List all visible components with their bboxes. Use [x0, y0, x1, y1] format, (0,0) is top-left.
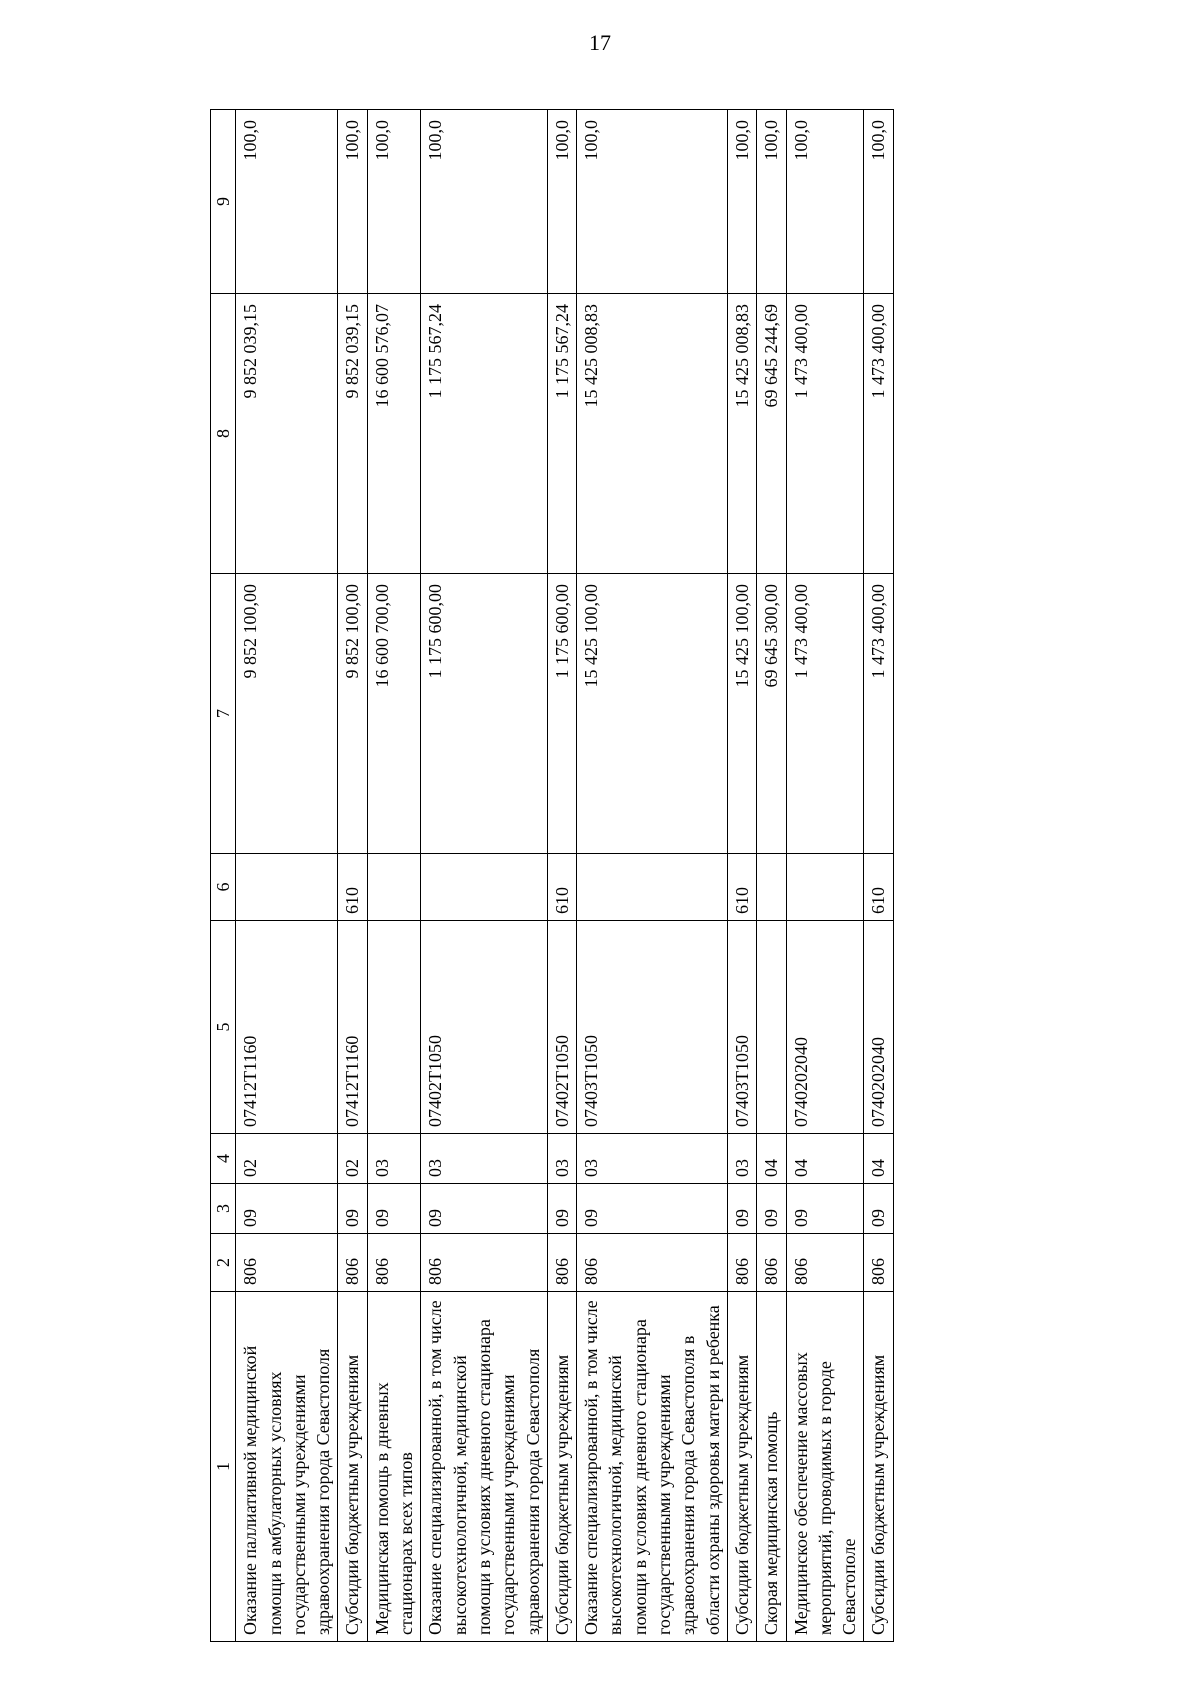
cell-planned: 15 425 100,00	[577, 574, 728, 854]
cell-planned: 9 852 100,00	[338, 574, 367, 854]
cell-subsection: 03	[547, 1134, 576, 1184]
cell-subsection: 02	[236, 1134, 338, 1184]
cell-expense-type	[421, 854, 547, 921]
table-row	[421, 110, 547, 1642]
cell-executed: 1 175 567,24	[547, 294, 576, 574]
cell-section: 09	[786, 1184, 864, 1234]
cell-name: Медицинская помощь в дневных стационарах всех типов	[367, 1292, 421, 1642]
cell-section: 09	[757, 1184, 786, 1234]
cell-section: 09	[338, 1184, 367, 1234]
cell-expense-type	[236, 854, 338, 921]
cell-percent: 100,0	[727, 110, 756, 294]
cell-target-article	[757, 921, 786, 1134]
cell-ministry: 806	[864, 1234, 893, 1292]
cell-executed: 1 175 567,24	[421, 294, 547, 574]
table-row	[338, 110, 367, 1642]
cell-ministry: 806	[727, 1234, 756, 1292]
cell-target-article: 07402Т1050	[547, 921, 576, 1134]
cell-ministry: 806	[421, 1234, 547, 1292]
table-row	[786, 110, 864, 1642]
col-header-3: 3	[211, 1184, 236, 1234]
cell-percent: 100,0	[338, 110, 367, 294]
cell-executed: 1 473 400,00	[864, 294, 893, 574]
cell-subsection: 04	[786, 1134, 864, 1184]
cell-planned: 16 600 700,00	[367, 574, 421, 854]
cell-name: Оказание паллиативной медицинской помощи в амбулаторных условиях государственными учреждениями здравоохранения города Севастополя	[236, 1292, 338, 1642]
cell-expense-type	[757, 854, 786, 921]
cell-subsection: 03	[727, 1134, 756, 1184]
cell-planned: 69 645 300,00	[757, 574, 786, 854]
cell-target-article: 07403Т1050	[577, 921, 728, 1134]
cell-target-article: 0740202040	[864, 921, 893, 1134]
cell-percent: 100,0	[786, 110, 864, 294]
header-row	[211, 110, 236, 1642]
cell-subsection: 03	[367, 1134, 421, 1184]
cell-percent: 100,0	[864, 110, 893, 294]
cell-name: Субсидии бюджетным учреждениям	[547, 1292, 576, 1642]
cell-executed: 9 852 039,15	[236, 294, 338, 574]
cell-name: Оказание специализированной, в том числе высокотехнологичной, медицинской помощи в условиях дневного стационара государственными учреждениями здравоохранения города Севастополя	[421, 1292, 547, 1642]
cell-subsection: 04	[757, 1134, 786, 1184]
cell-target-article: 07412Т1160	[338, 921, 367, 1134]
cell-planned: 1 175 600,00	[421, 574, 547, 854]
cell-planned: 15 425 100,00	[727, 574, 756, 854]
table-row	[757, 110, 786, 1642]
cell-expense-type	[577, 854, 728, 921]
cell-subsection: 02	[338, 1134, 367, 1184]
cell-expense-type: 610	[547, 854, 576, 921]
col-header-2: 2	[211, 1234, 236, 1292]
cell-target-article	[367, 921, 421, 1134]
cell-ministry: 806	[236, 1234, 338, 1292]
cell-subsection: 04	[864, 1134, 893, 1184]
cell-executed: 16 600 576,07	[367, 294, 421, 574]
cell-expense-type: 610	[338, 854, 367, 921]
cell-executed: 69 645 244,69	[757, 294, 786, 574]
cell-ministry: 806	[757, 1234, 786, 1292]
table-row	[236, 110, 338, 1642]
cell-section: 09	[421, 1184, 547, 1234]
cell-percent: 100,0	[547, 110, 576, 294]
cell-expense-type	[786, 854, 864, 921]
page-number: 17	[589, 30, 611, 55]
table-row	[864, 110, 893, 1642]
cell-planned: 9 852 100,00	[236, 574, 338, 854]
cell-name: Субсидии бюджетным учреждениям	[727, 1292, 756, 1642]
cell-section: 09	[727, 1184, 756, 1234]
cell-ministry: 806	[547, 1234, 576, 1292]
cell-name: Оказание специализированной, в том числе высокотехнологичной, медицинской помощи в условиях дневного стационара государственными учреждениями здравоохранения города Севастополя в области охраны здоровья матери и ребенка	[577, 1292, 728, 1642]
col-header-1: 1	[211, 1292, 236, 1642]
cell-name: Субсидии бюджетным учреждениям	[338, 1292, 367, 1642]
cell-target-article: 07402Т1050	[421, 921, 547, 1134]
cell-expense-type: 610	[864, 854, 893, 921]
cell-subsection: 03	[577, 1134, 728, 1184]
cell-target-article: 0740202040	[786, 921, 864, 1134]
cell-name: Медицинское обеспечение массовых мероприятий, проводимых в городе Севастополе	[786, 1292, 864, 1642]
col-header-8: 8	[211, 294, 236, 574]
budget-table	[210, 109, 894, 1642]
col-header-6: 6	[211, 854, 236, 921]
cell-section: 09	[547, 1184, 576, 1234]
table-row	[577, 110, 728, 1642]
cell-section: 09	[367, 1184, 421, 1234]
col-header-7: 7	[211, 574, 236, 854]
cell-executed: 1 473 400,00	[786, 294, 864, 574]
cell-section: 09	[864, 1184, 893, 1234]
cell-planned: 1 175 600,00	[547, 574, 576, 854]
cell-percent: 100,0	[757, 110, 786, 294]
cell-target-article: 07403Т1050	[727, 921, 756, 1134]
cell-percent: 100,0	[367, 110, 421, 294]
cell-planned: 1 473 400,00	[864, 574, 893, 854]
cell-subsection: 03	[421, 1134, 547, 1184]
cell-name: Скорая медицинская помощь	[757, 1292, 786, 1642]
cell-expense-type: 610	[727, 854, 756, 921]
cell-ministry: 806	[338, 1234, 367, 1292]
cell-percent: 100,0	[577, 110, 728, 294]
table-row	[367, 110, 421, 1642]
col-header-5: 5	[211, 921, 236, 1134]
cell-executed: 15 425 008,83	[727, 294, 756, 574]
cell-percent: 100,0	[421, 110, 547, 294]
cell-planned: 1 473 400,00	[786, 574, 864, 854]
table-row	[727, 110, 756, 1642]
cell-executed: 9 852 039,15	[338, 294, 367, 574]
cell-ministry: 806	[786, 1234, 864, 1292]
cell-ministry: 806	[577, 1234, 728, 1292]
cell-ministry: 806	[367, 1234, 421, 1292]
col-header-4: 4	[211, 1134, 236, 1184]
cell-executed: 15 425 008,83	[577, 294, 728, 574]
cell-section: 09	[577, 1184, 728, 1234]
cell-percent: 100,0	[236, 110, 338, 294]
col-header-9: 9	[211, 110, 236, 294]
cell-section: 09	[236, 1184, 338, 1234]
cell-expense-type	[367, 854, 421, 921]
table-row	[547, 110, 576, 1642]
cell-name: Субсидии бюджетным учреждениям	[864, 1292, 893, 1642]
cell-target-article: 07412Т1160	[236, 921, 338, 1134]
